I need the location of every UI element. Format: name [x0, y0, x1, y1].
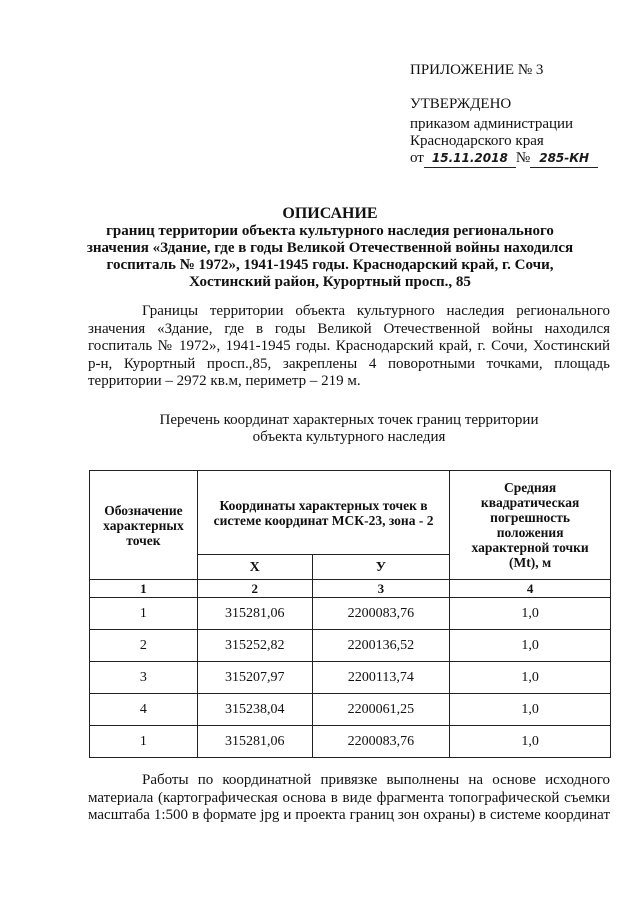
title-line-1: границ территории объекта культурного наследия регионального [106, 223, 554, 239]
table-caption-line-2: объекта культурного наследия [252, 429, 446, 445]
cell-point: 4 [90, 694, 198, 726]
cell-y: 2200061,25 [312, 694, 450, 726]
coordinates-table [89, 470, 611, 758]
header-y: У [312, 555, 450, 580]
approved-label: УТВЕРЖДЕНО [410, 96, 512, 112]
cell-point: 1 [90, 598, 198, 630]
column-number: 3 [312, 580, 450, 598]
closing-line-3: масштаба 1:500 в формате jpg и проекта границ зон охраны) в системе координат [88, 807, 610, 823]
cell-y: 2200136,52 [312, 630, 450, 662]
title-line-4: Хостинский район, Курортный просп., 85 [189, 274, 471, 290]
cell-mt: 1,0 [450, 662, 611, 694]
intro-paragraph [88, 303, 610, 391]
table-row [90, 662, 611, 694]
cell-x: 315238,04 [197, 694, 312, 726]
cell-y: 2200083,76 [312, 726, 450, 758]
intro-line-3: госпиталь № 1972», 1941-1945 годы. Краснодарский край, г. Сочи, Хостинский [88, 338, 610, 354]
closing-paragraph [88, 772, 610, 825]
column-number: 1 [90, 580, 198, 598]
intro-line-4: р-н, Курортный просп.,85, закреплены 4 поворотными точками, площадь [88, 355, 610, 372]
table-row [90, 630, 611, 662]
order-line-1: приказом администрации [410, 116, 574, 132]
cell-x: 315281,06 [197, 726, 312, 758]
order-date-handwritten: 15.11.2018 [431, 151, 508, 165]
cell-mt: 1,0 [450, 694, 611, 726]
from-prefix: от [410, 150, 424, 166]
order-date-line [410, 150, 598, 168]
table-row [90, 598, 611, 630]
column-number: 4 [450, 580, 611, 598]
cell-point: 1 [90, 726, 198, 758]
header-mean-error: Средняя квадратическая погрешность положения характерной точки (Mt), м [450, 471, 611, 580]
cell-y: 2200113,74 [312, 662, 450, 694]
document-title [80, 204, 580, 291]
closing-line-1: Работы по координатной привязке выполнены на основе исходного [142, 772, 610, 788]
cell-point: 3 [90, 662, 198, 694]
closing-line-2: материала (картографическая основа в виде фрагмента топографической съемки [88, 789, 610, 806]
intro-line-2: значения «Здание, где в годы Великой Отечественной войны находился [88, 320, 610, 337]
order-line-2: Краснодарского края [410, 133, 544, 149]
column-number: 2 [197, 580, 312, 598]
intro-line-1: Границы территории объекта культурного наследия регионального [142, 303, 610, 319]
title-line-3: госпиталь № 1972», 1941-1945 годы. Краснодарский край, г. Сочи, [106, 257, 554, 273]
cell-x: 315252,82 [197, 630, 312, 662]
cell-point: 2 [90, 630, 198, 662]
title-line-2: значения «Здание, где в годы Великой Отечественной войны находился [86, 240, 574, 256]
cell-x: 315207,97 [197, 662, 312, 694]
table-row [90, 694, 611, 726]
header-coordinates: Координаты характерных точек в системе координат МСК-23, зона - 2 [197, 471, 449, 555]
cell-y: 2200083,76 [312, 598, 450, 630]
intro-line-5: территории – 2972 кв.м, периметр – 219 м. [88, 373, 361, 389]
table-caption [88, 412, 610, 446]
title-heading: ОПИСАНИЕ [282, 205, 378, 222]
order-date [424, 150, 516, 168]
number-prefix: № [515, 150, 531, 166]
appendix-label: ПРИЛОЖЕНИЕ № 3 [410, 62, 544, 78]
cell-mt: 1,0 [450, 598, 611, 630]
cell-x: 315281,06 [197, 598, 312, 630]
header-point-designation: Обозначение характерных точек [90, 471, 198, 580]
cell-mt: 1,0 [450, 726, 611, 758]
order-number [530, 150, 598, 168]
table-row [90, 726, 611, 758]
table-caption-line-1: Перечень координат характерных точек границ территории [159, 412, 539, 428]
header-x: X [197, 555, 312, 580]
order-number-handwritten: 285-КН [539, 151, 590, 165]
cell-mt: 1,0 [450, 630, 611, 662]
